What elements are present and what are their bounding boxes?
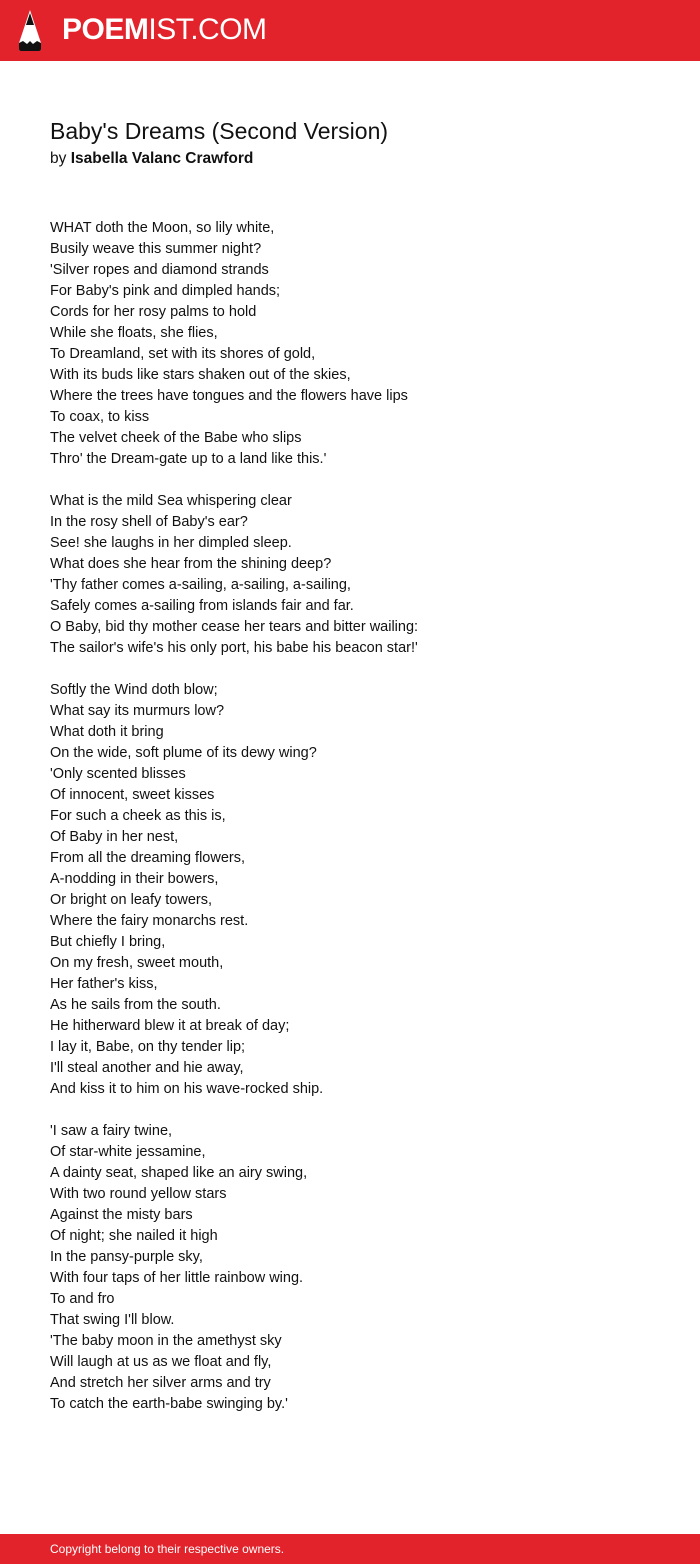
poem-line: See! she laughs in her dimpled sleep.	[50, 535, 292, 551]
poem-line: For such a cheek as this is,	[50, 808, 226, 824]
poem-line: A dainty seat, shaped like an airy swing,	[50, 1165, 308, 1181]
poem-line: What doth it bring	[50, 724, 164, 740]
poem-line: With its buds like stars shaken out of the skies,	[50, 367, 351, 383]
poem-line: Thro' the Dream-gate up to a land like this.'	[50, 451, 327, 467]
poem-line: To catch the earth-babe swinging by.'	[50, 1396, 288, 1412]
poem-line: Will laugh at us as we float and fly,	[50, 1354, 272, 1370]
poem-line: Where the trees have tongues and the flowers have lips	[50, 388, 408, 404]
poem-line: What is the mild Sea whispering clear	[50, 493, 292, 509]
poem-line: Of Baby in her nest,	[50, 829, 179, 845]
poem-line: Softly the Wind doth blow;	[50, 682, 218, 698]
poem-line: As he sails from the south.	[50, 997, 221, 1013]
site-logo[interactable]	[62, 13, 267, 47]
poem-line: Cords for her rosy palms to hold	[50, 304, 257, 320]
poem-line: And stretch her silver arms and try	[50, 1375, 271, 1391]
poem-line: 'Only scented blisses	[50, 766, 186, 782]
poem-stanza	[50, 680, 450, 1100]
poem-line: I lay it, Babe, on thy tender lip;	[50, 1039, 246, 1055]
poem-line: I'll steal another and hie away,	[50, 1060, 244, 1076]
poem-line: WHAT doth the Moon, so lily white,	[50, 220, 275, 236]
poem-line: 'I saw a fairy twine,	[50, 1123, 173, 1139]
site-header	[0, 0, 700, 61]
poem-line: Where the fairy monarchs rest.	[50, 913, 249, 929]
poem-line: A-nodding in their bowers,	[50, 871, 219, 887]
poem-line: To and fro	[50, 1291, 115, 1307]
poem-line: To coax, to kiss	[50, 409, 150, 425]
copyright-text: Copyright belong to their respective owners.	[50, 1542, 285, 1556]
pencil-tip-icon[interactable]	[18, 10, 42, 51]
poem-line: What say its murmurs low?	[50, 703, 225, 719]
poem-line: Of night; she nailed it high	[50, 1228, 218, 1244]
site-footer	[0, 1534, 700, 1564]
poem-body	[50, 218, 450, 1436]
poem-line: The velvet cheek of the Babe who slips	[50, 430, 302, 446]
by-label: by	[50, 150, 67, 167]
poem-line: Against the misty bars	[50, 1207, 193, 1223]
poem-line: On my fresh, sweet mouth,	[50, 955, 224, 971]
poem-stanza	[50, 1121, 450, 1415]
poem-line: To Dreamland, set with its shores of gold,	[50, 346, 316, 362]
poem-line: On the wide, soft plume of its dewy wing?	[50, 745, 317, 761]
poem-line: 'Silver ropes and diamond strands	[50, 262, 269, 278]
poem-line: But chiefly I bring,	[50, 934, 166, 950]
poem-line: The sailor's wife's his only port, his babe his beacon star!'	[50, 640, 418, 656]
poem-line: Safely comes a-sailing from islands fair and far.	[50, 598, 354, 614]
poem-line: 'Thy father comes a-sailing, a-sailing, a-sailing,	[50, 577, 351, 593]
poem-line: Her father's kiss,	[50, 976, 158, 992]
poem-line: In the pansy-purple sky,	[50, 1249, 203, 1265]
poem-line: From all the dreaming flowers,	[50, 850, 246, 866]
poem-line: 'The baby moon in the amethyst sky	[50, 1333, 282, 1349]
poem-line: O Baby, bid thy mother cease her tears and bitter wailing:	[50, 619, 419, 635]
poem-line: He hitherward blew it at break of day;	[50, 1018, 290, 1034]
poem-stanza	[50, 491, 450, 659]
poem-line: For Baby's pink and dimpled hands;	[50, 283, 281, 299]
poem-line: While she floats, she flies,	[50, 325, 218, 341]
poem-line: With four taps of her little rainbow wing.	[50, 1270, 304, 1286]
poem-line: Busily weave this summer night?	[50, 241, 262, 257]
logo-bold-text: POEM	[62, 13, 149, 46]
poem-line: In the rosy shell of Baby's ear?	[50, 514, 248, 530]
poem-line: Or bright on leafy towers,	[50, 892, 212, 908]
author-name: Isabella Valanc Crawford	[70, 150, 254, 167]
poem-title: Baby's Dreams (Second Version)	[50, 118, 389, 144]
poem-line: Of star-white jessamine,	[50, 1144, 206, 1160]
poem-line: Of innocent, sweet kisses	[50, 787, 215, 803]
poem-line: What does she hear from the shining deep?	[50, 556, 332, 572]
poem-line: That swing I'll blow.	[50, 1312, 175, 1328]
poem-byline	[50, 148, 253, 170]
logo-light-text: IST.COM	[148, 13, 267, 46]
poem-line: With two round yellow stars	[50, 1186, 227, 1202]
poem-stanza	[50, 218, 450, 470]
poem-line: And kiss it to him on his wave-rocked ship.	[50, 1081, 324, 1097]
